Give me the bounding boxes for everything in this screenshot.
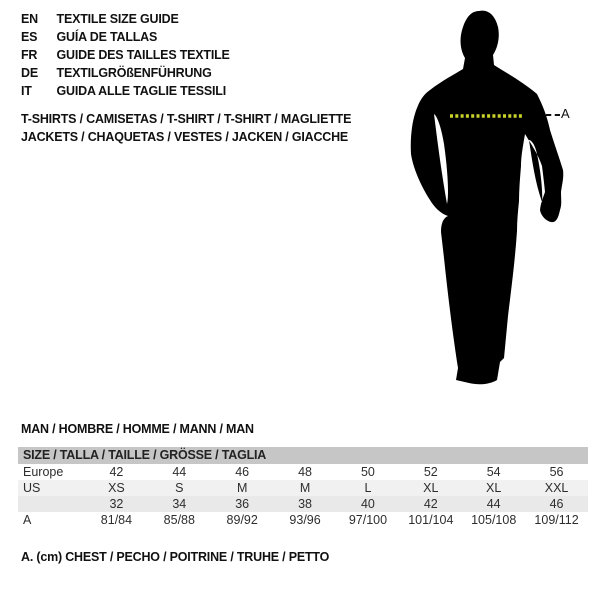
language-code: FR: [21, 47, 38, 62]
table-cell: M: [299, 481, 311, 495]
language-code: EN: [21, 11, 38, 26]
table-cell: 50: [360, 465, 375, 479]
table-cell: 52: [423, 465, 438, 479]
table-cell: 46: [235, 465, 250, 479]
table-cell: 93/96: [289, 513, 321, 527]
table-row-numeric: [18, 496, 588, 512]
language-row: [21, 46, 230, 64]
table-cell: 38: [298, 497, 313, 511]
language-row: [21, 82, 230, 100]
section-title-man: MAN / HOMBRE / HOMME / MANN / MAN: [21, 421, 254, 436]
row-label: Europe: [23, 465, 64, 479]
table-cell: 34: [172, 497, 187, 511]
category-list: [21, 110, 351, 145]
row-label: A: [23, 513, 32, 527]
table-row-us: [18, 480, 588, 496]
table-cell: 44: [486, 497, 501, 511]
table-cell: M: [236, 481, 248, 495]
category-line-tshirts: T-SHIRTS / CAMISETAS / T-SHIRT / T-SHIRT / MAGLIETTE: [21, 111, 352, 126]
table-cell: 44: [172, 465, 187, 479]
language-title: TEXTILGRÖßENFÜHRUNG: [56, 65, 212, 80]
table-header: SIZE / TALLA / TAILLE / GRÖSSE / TAGLIA: [18, 447, 588, 464]
table-cell: 42: [423, 497, 438, 511]
table-cell: 36: [235, 497, 250, 511]
measure-label-a: A: [561, 106, 570, 121]
table-cell: 42: [109, 465, 124, 479]
language-code: IT: [21, 83, 32, 98]
table-cell: 89/92: [226, 513, 258, 527]
measurement-footnote: A. (cm) CHEST / PECHO / POITRINE / TRUHE / PETTO: [21, 549, 330, 564]
table-cell: 32: [109, 497, 124, 511]
language-title: GUIDA ALLE TAGLIE TESSILI: [56, 83, 226, 98]
table-cell: S: [175, 481, 184, 495]
table-row-europe: [18, 464, 588, 480]
language-title: TEXTILE SIZE GUIDE: [56, 11, 179, 26]
table-cell: XS: [108, 481, 125, 495]
language-title: GUÍA DE TALLAS: [56, 29, 158, 44]
language-row: [21, 10, 230, 28]
man-silhouette: [411, 11, 564, 385]
row-label: US: [23, 481, 41, 495]
language-row: [21, 28, 230, 46]
table-cell: XXL: [544, 481, 569, 495]
table-cell: 101/104: [408, 513, 454, 527]
table-cell: 48: [298, 465, 313, 479]
measure-callout-dash: [546, 114, 560, 116]
table-cell: 81/84: [100, 513, 133, 527]
table-cell: XL: [486, 481, 502, 495]
language-title: GUIDE DES TAILLES TEXTILE: [56, 47, 230, 62]
man-silhouette-figure: [403, 6, 571, 398]
table-cell: 97/100: [348, 513, 388, 527]
table-cell: XL: [423, 481, 439, 495]
table-cell: 56: [549, 465, 564, 479]
table-cell: L: [364, 481, 372, 495]
table-row-chest: [18, 512, 588, 528]
language-row: [21, 64, 230, 82]
category-line-jackets: JACKETS / CHAQUETAS / VESTES / JACKEN / GIACCHE: [21, 128, 349, 144]
size-table: [18, 447, 588, 528]
language-list: [21, 10, 230, 100]
table-cell: 109/112: [534, 513, 579, 527]
language-code: ES: [21, 29, 38, 44]
table-cell: 85/88: [163, 513, 195, 527]
table-cell: 105/108: [471, 513, 517, 527]
table-cell: 54: [486, 465, 501, 479]
table-cell: 46: [549, 497, 564, 511]
row-label: [18, 496, 85, 512]
table-cell: 40: [360, 497, 375, 511]
language-code: DE: [21, 65, 38, 80]
